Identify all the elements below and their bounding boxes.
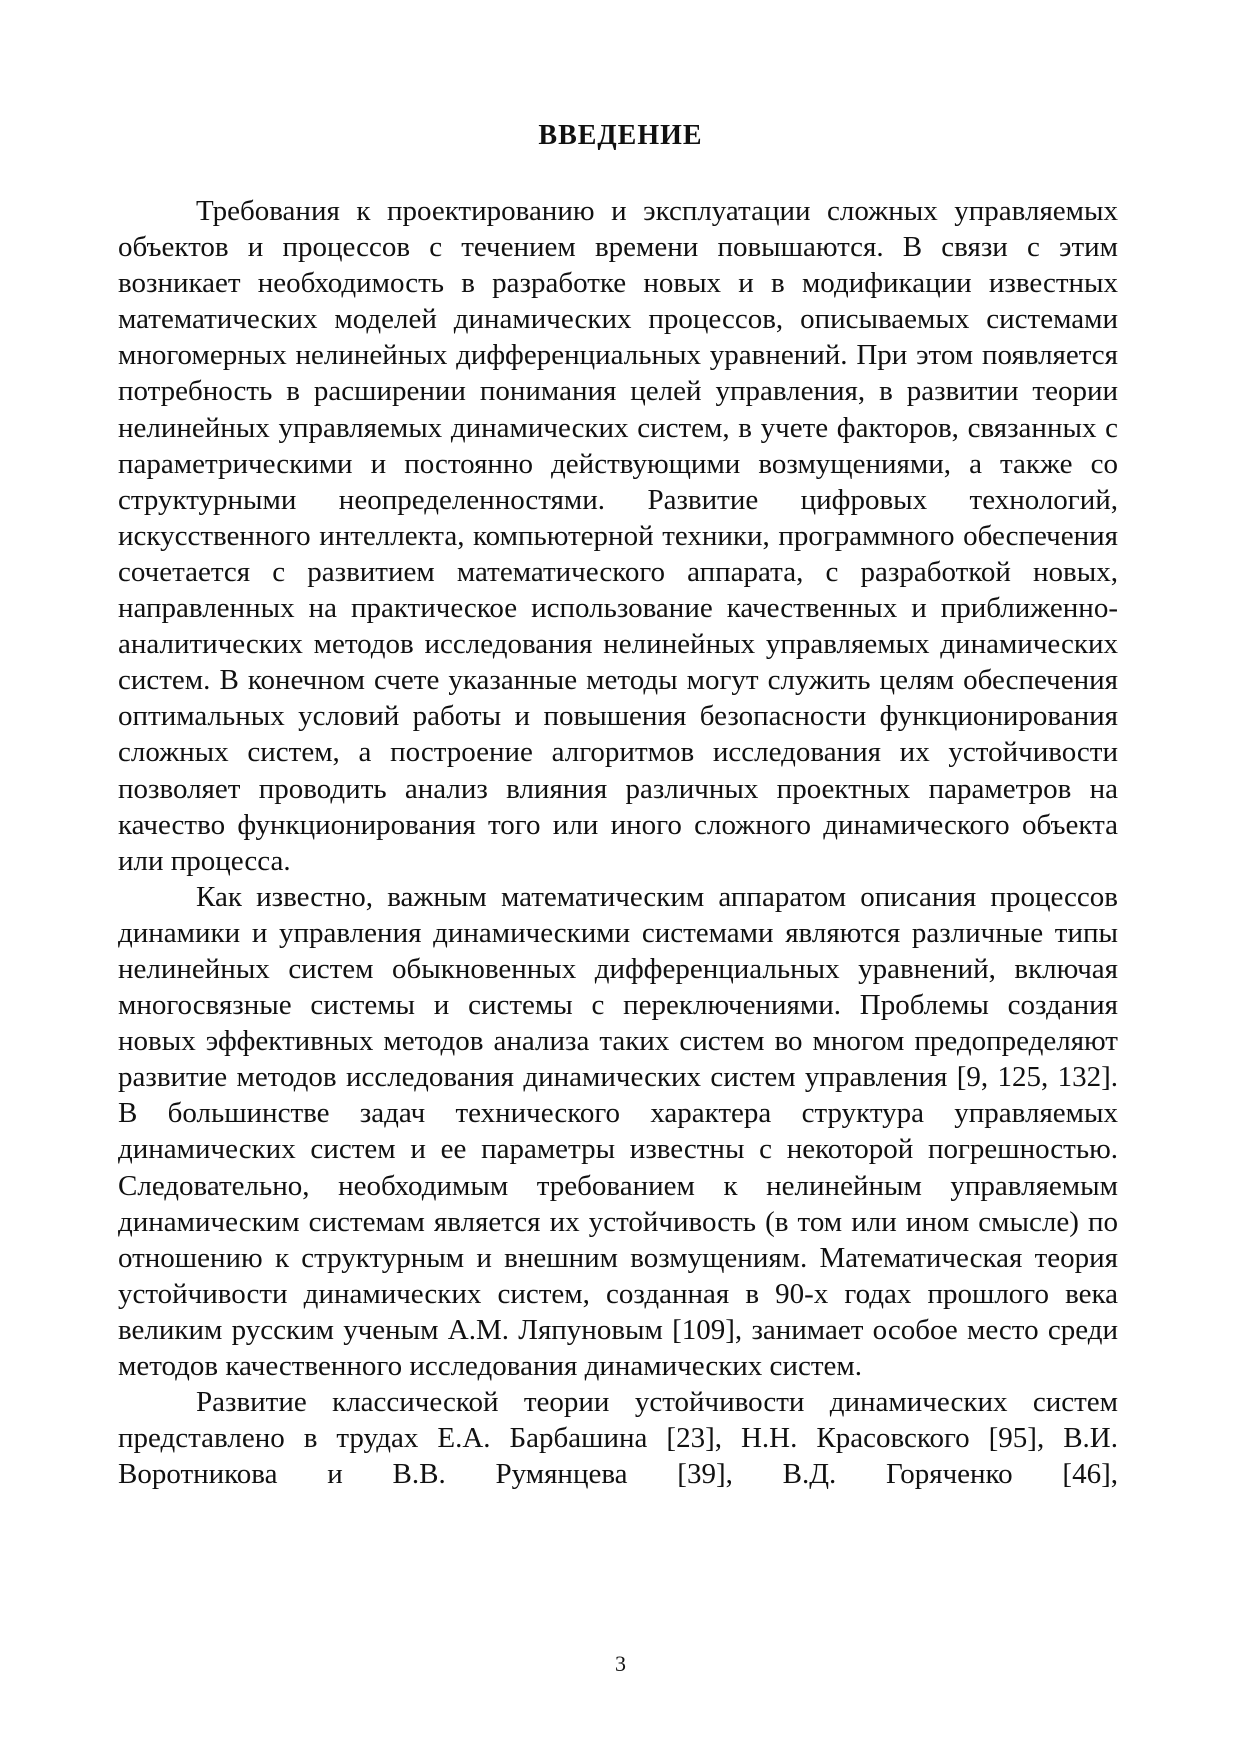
- paragraph-3: Развитие классической теории устойчивости динамических систем представлено в трудах Е.А. Барбашина [23], Н.Н. Красовского [95], В.И. Воротникова и В.В. Румянцева [39], В.Д. Горяченко [46],: [118, 1386, 1118, 1491]
- paragraph-1: Требования к проектированию и эксплуатации сложных управляемых объектов и процессов с течением времени повышаются. В связи с этим возникает необходимость в разработке новых и в модификации известных математических моделей динамических процессов, описываемых системами многомерных нелинейных дифференциальных уравнений. При этом появляется потребность в расширении понимания целей управления, в развитии теории нелинейных управляемых динамических систем, в учете факторов, связанных с параметрическими и постоянно действующими возмущениями, а также со структурными неопределенностями. Развитие цифровых технологий, искусственного интеллекта, компьютерной техники, программного обеспечения сочетается с развитием математического аппарата, с разработкой новых, направленных на практическое использование качественных и приближенно-аналитических методов исследования нелинейных управляемых динамических систем. В конечном счете указанные методы могут служить целям обеспечения оптимальных условий работы и повышения безопасности функционирования сложных систем, а построение алгоритмов исследования их устойчивости позволяет проводить анализ влияния различных проектных параметров на качество функционирования того или иного сложного динамического объекта или процесса.: [118, 195, 1118, 877]
- page-number: 3: [615, 1651, 626, 1676]
- section-title: ВВЕДЕНИЕ: [538, 120, 703, 151]
- paragraph-2: Как известно, важным математическим аппаратом описания процессов динамики и управления динамическими системами являются различные типы нелинейных систем обыкновенных дифференциальных уравнений, включая многосвязные системы и системы с переключениями. Проблемы создания новых эффективных методов анализа таких систем во многом предопределяют развитие методов исследования динамических систем управления [9, 125, 132]. В большинстве задач технического характера структура управляемых динамических систем и ее параметры известны с некоторой погрешностью. Следовательно, необходимым требованием к нелинейным управляемым динамическим системам является их устойчивость (в том или ином смысле) по отношению к структурным и внешним возмущениям. Математическая теория устойчивости динамических систем, созданная в 90-х годах прошлого века великим русским ученым А.М. Ляпуновым [109], занимает особое место среди методов качественного исследования динамических систем.: [118, 880, 1118, 1382]
- body-text: [118, 193, 1118, 1492]
